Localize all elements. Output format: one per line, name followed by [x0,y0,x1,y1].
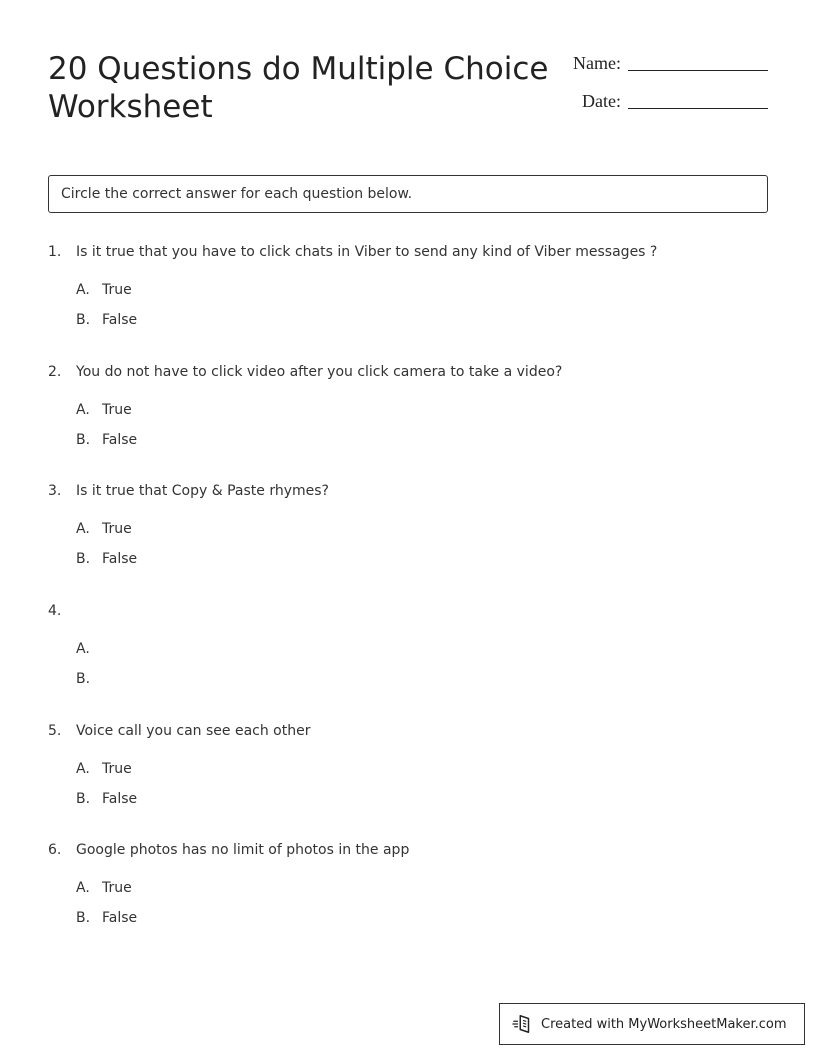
option-letter: B. [76,312,91,328]
option-text: False [102,312,138,328]
question-number: 5. [48,722,62,739]
question-item [48,599,768,719]
question-text: Is it true that Copy & Paste rhymes? [76,483,329,500]
answer-option [76,878,768,908]
option-letter: A. [76,760,90,777]
answer-option [76,280,768,310]
option-text: False [102,910,138,927]
date-field [560,91,768,112]
worksheet-title: 20 Questions do Multiple Choice Worksheet [48,51,549,125]
footer-credit-badge[interactable] [499,1003,805,1045]
option-letter: A. [76,880,90,897]
option-text: True [102,760,132,777]
question-item [48,719,768,839]
option-letter: B. [76,671,91,688]
question-item [48,240,768,360]
question-item [48,838,768,958]
name-blank-line [628,69,768,71]
answer-option [76,549,768,579]
name-label: Name: [573,53,621,73]
option-letter: A. [76,401,90,418]
question-item [48,360,768,480]
answer-option [76,669,768,699]
worksheet-maker-logo-icon [512,1013,534,1035]
option-text: False [102,790,138,807]
instructions-box: Circle the correct answer for each question below. [48,175,768,213]
answer-option [76,789,768,819]
option-letter: B. [76,551,91,568]
option-letter: B. [76,431,91,448]
answer-option [76,400,768,430]
question-text: Is it true that you have to click chats in Viber to send any kind of Viber messages ? [76,244,658,260]
answer-option [76,310,768,340]
option-text: False [102,431,138,448]
question-text: You do not have to click video after you click camera to take a video? [76,363,563,380]
date-label: Date: [582,91,621,111]
answer-option [76,908,768,938]
option-text: True [102,401,132,418]
option-letter: B. [76,790,91,807]
answer-option [76,639,768,669]
date-blank-line [628,107,768,109]
question-list [48,240,768,958]
question-number: 1. [48,244,62,260]
option-text: False [102,551,138,568]
option-text: True [102,521,132,538]
question-text: Google photos has no limit of photos in the app [76,842,410,859]
name-field [560,53,768,74]
answer-option [76,759,768,789]
question-number: 2. [48,363,62,380]
option-letter: A. [76,521,90,538]
question-number: 3. [48,483,62,500]
option-letter: A. [76,641,90,658]
option-text: True [102,282,132,298]
answer-option [76,519,768,549]
option-text: True [102,880,132,897]
answer-option [76,430,768,460]
question-item [48,479,768,599]
footer-text: Created with MyWorksheetMaker.com [541,1016,787,1032]
question-number: 6. [48,842,62,859]
question-number: 4. [48,603,62,620]
question-text: Voice call you can see each other [76,722,311,739]
option-letter: B. [76,910,91,927]
option-letter: A. [76,282,90,298]
